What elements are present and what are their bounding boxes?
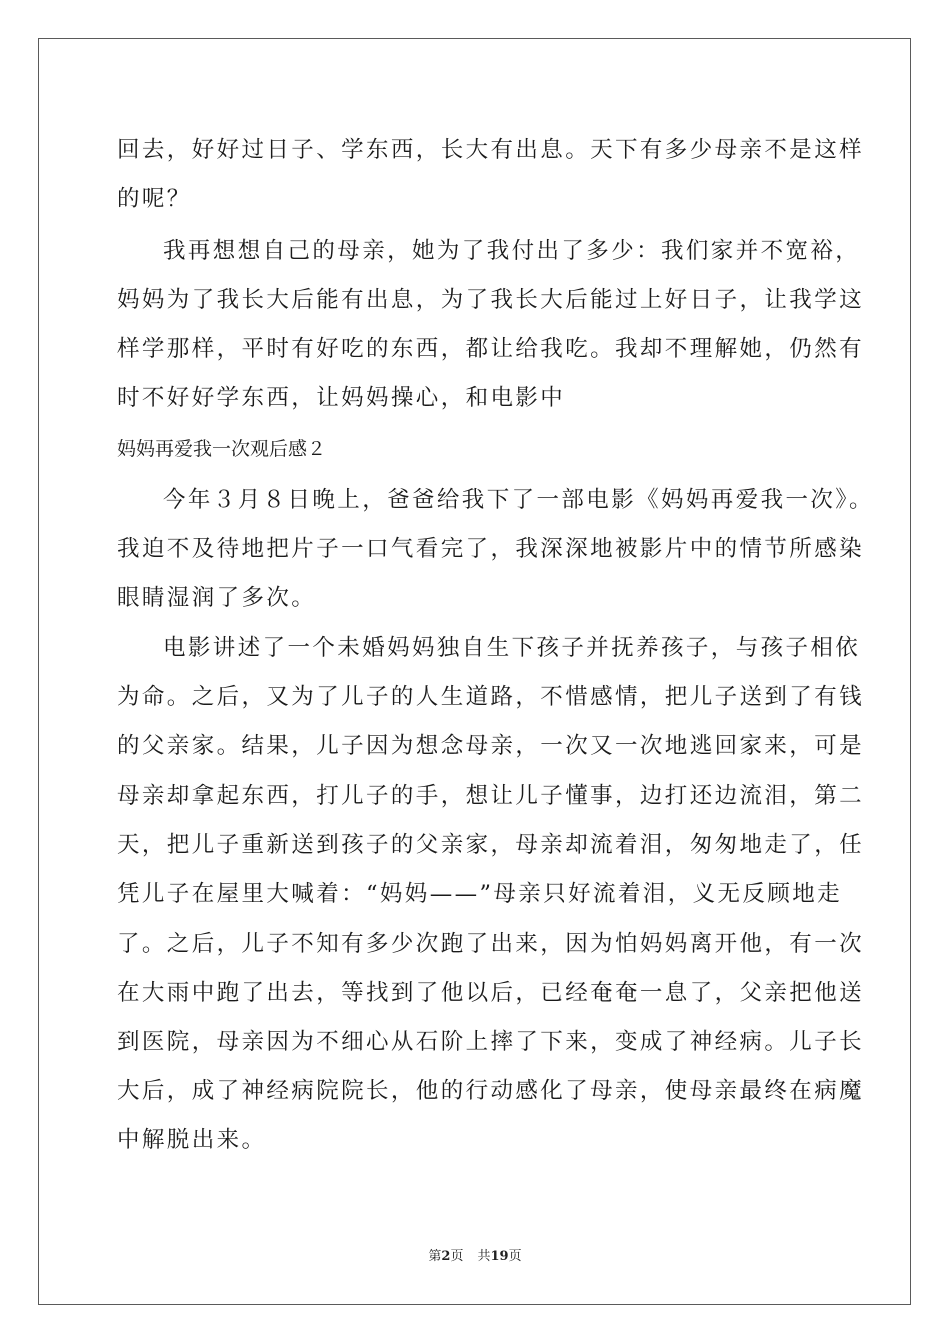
text-line: 电影讲述了一个未婚妈妈独自生下孩子并抚养孩子，与孩子相依 — [163, 635, 861, 661]
text-line: 的呢？ — [117, 186, 192, 212]
text-line: 凭儿子在屋里大喊着：“妈妈——”母亲只好流着泪，义无反顾地走 — [117, 881, 843, 907]
text-line: 为命。之后，又为了儿子的人生道路，不惜感情，把儿子送到了有钱 — [117, 684, 865, 710]
page-footer — [0, 1248, 950, 1266]
page-label-suffix: 页 — [450, 1249, 464, 1264]
text-line: 到医院，母亲因为不细心从石阶上摔了下来，变成了神经病。儿子长 — [117, 1029, 865, 1055]
text-line: 时不好好学东西，让妈妈操心，和电影中 — [117, 385, 566, 411]
text-line: 眼睛湿润了多次。 — [117, 585, 317, 611]
text-line: 我迫不及待地把片子一口气看完了，我深深地被影片中的情节所感染 — [117, 536, 865, 562]
text-line: 的父亲家。结果，儿子因为想念母亲，一次又一次地逃回家来，可是 — [117, 733, 865, 759]
text-line: 了。之后，儿子不知有多少次跑了出来，因为怕妈妈离开他，有一次 — [117, 931, 865, 957]
text-line: 天，把儿子重新送到孩子的父亲家，母亲却流着泪，匆匆地走了，任 — [117, 832, 865, 858]
text-line: 今年３月８日晚上，爸爸给我下了一部电影《妈妈再爱我一次》。 — [163, 487, 874, 513]
page-label-prefix: 第 — [428, 1249, 442, 1264]
page-border — [38, 38, 911, 1305]
text-line: 中解脱出来。 — [117, 1127, 267, 1153]
text-line: 回去，好好过日子、学东西，长大有出息。天下有多少母亲不是这样 — [117, 137, 865, 163]
text-line: 大后，成了神经病院院长，他的行动感化了母亲，使母亲最终在病魔 — [117, 1078, 865, 1104]
total-label-prefix: 共 — [477, 1249, 491, 1264]
text-line: 样学那样，平时有好吃的东西，都让给我吃。我却不理解她，仍然有 — [117, 336, 865, 362]
text-line: 我再想想自己的母亲，她为了我付出了多少：我们家并不宽裕， — [163, 238, 861, 264]
section-heading: 妈妈再爱我一次观后感２ — [117, 438, 327, 460]
total-label-suffix: 页 — [508, 1249, 522, 1264]
text-line: 在大雨中跑了出去，等找到了他以后，已经奄奄一息了，父亲把他送 — [117, 980, 865, 1006]
page-number: 2 — [441, 1249, 451, 1264]
total-pages: 19 — [490, 1249, 509, 1264]
text-line: 母亲却拿起东西，打儿子的手，想让儿子懂事，边打还边流泪，第二 — [117, 783, 865, 809]
text-line: 妈妈为了我长大后能有出息，为了我长大后能过上好日子，让我学这 — [117, 287, 865, 313]
